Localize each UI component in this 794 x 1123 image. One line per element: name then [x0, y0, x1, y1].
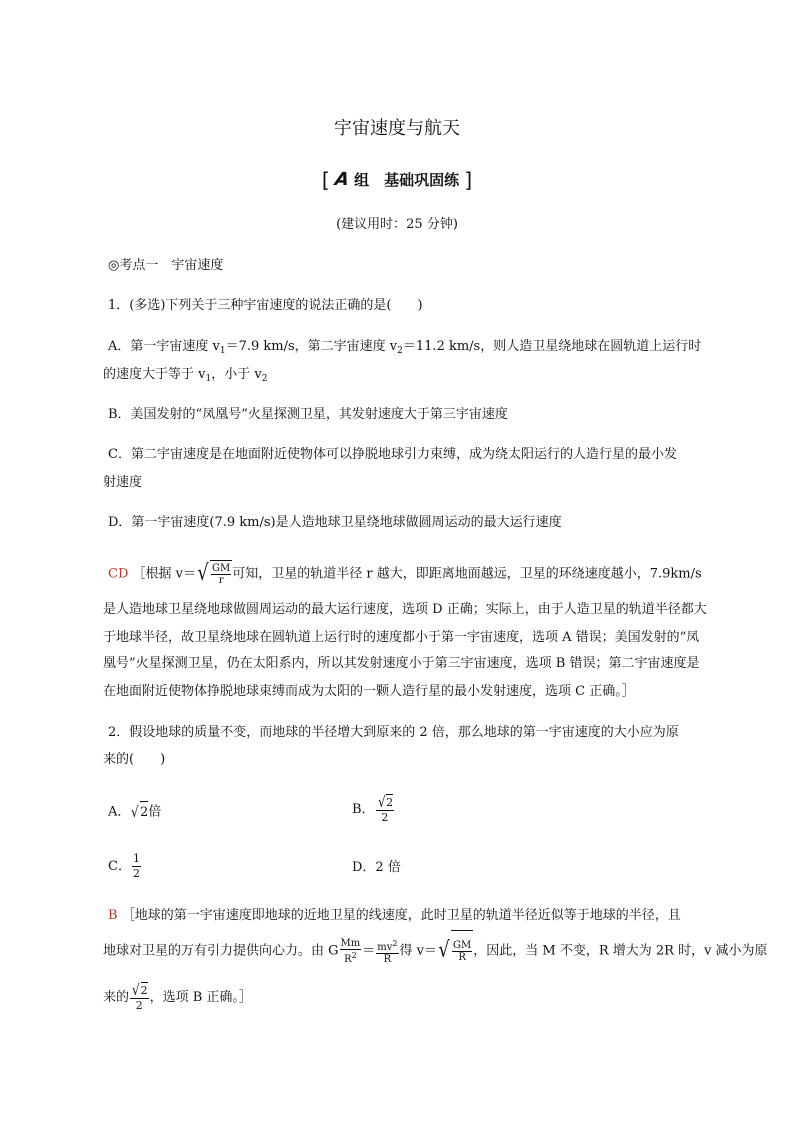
q2-option-b: B． √ 2 2 — [352, 792, 394, 824]
q2-option-a: A． √ 2 倍 — [108, 801, 161, 823]
q2-explanation-line3: 来的 √ 2 2 ，选项 B 正确。］ — [103, 980, 252, 1012]
q1-option-b: B．美国发射的“凤凰号”火星探测卫星，其发射速度大于第三宇宙速度 — [108, 407, 508, 422]
q2-option-d: D．2 倍 — [352, 860, 401, 875]
q1-option-d: D．第一宇宙速度(7.9 km/s)是人造地球卫星绕地球做圆周运动的最大运行速度 — [108, 515, 562, 530]
q1-stem: 1．(多选)下列关于三种宇宙速度的说法正确的是( ) — [108, 298, 423, 313]
q1-option-c-line1: C．第二宇宙速度是在地面附近使物体可以挣脱地球引力束缚，成为绕太阳运行的人造行星的最小发 — [108, 447, 677, 462]
q2-answer: B — [108, 908, 118, 923]
group-heading — [0, 170, 794, 190]
group-label: 组 基础巩固练 — [354, 171, 460, 189]
time-hint: (建议用时：25 分钟) — [336, 217, 458, 232]
section-heading: ◎考点一 宇宙速度 — [108, 258, 224, 273]
sqrt-gm-over-r: √ $\frac{GM}{r}$ — [197, 561, 231, 586]
q1-explanation-line2: 是人造地球卫星绕地球做圆周运动的最大运行速度，选项 D 正确；实际上，由于人造卫星的轨道半径都大 — [103, 602, 707, 617]
q2-explanation-line1: B ［地球的第一宇宙速度即地球的近地卫星的线速度，此时卫星的轨道半径近似等于地球的半径，且 — [108, 908, 681, 923]
q2-option-c: C． $\frac{1}{2}$ — [108, 852, 140, 880]
q1-explanation-line1: CD ［根据 v＝ √ $\frac{GM}{r}$ 可知，卫星的轨道半径 r 越大，即距离地面越远，卫星的环绕速度越小，7.9km/s — [108, 561, 702, 586]
q1-answer: CD — [108, 566, 129, 582]
q1-explanation-line4: 凰号”火星探测卫星，仍在太阳系内，所以其发射速度小于第三宇宙速度，选项 B 错误；第二宇宙速度是 — [103, 656, 700, 671]
bracket-left: [ — [321, 168, 330, 192]
page-title: 宇宙速度与航天 — [334, 118, 460, 139]
q2-explanation-line2: 地球对卫星的万有引力提供向心力。由 G $\frac{Mm}{R^2}$ ＝ $\frac{mv^2}{R}$ 得 v＝ √ $\frac{GM}{R}$ ，因此，当 M 不变，R 增大为 2R 时，v 减小为原 — [103, 930, 768, 972]
q1-explanation-line5: 在地面附近使物体挣脱地球束缚而成为太阳的一颗人造行星的最小发射速度，选项 C 正确。］ — [103, 684, 635, 699]
group-letter: A — [333, 169, 351, 190]
q1-explanation-line3: 于地球半径，故卫星绕地球在圆轨道上运行时的速度都小于第一宇宙速度，选项 A 错误；美国发射的“凤 — [103, 630, 700, 645]
q1-option-c-line2: 射速度 — [103, 475, 143, 490]
q1-option-a-line1: A．第一宇宙速度 $v_1=7.9$ km/s，第二宇宙速度 $v_2=11.2$ km/s，则人造卫星绕地球在圆轨道上运行时 — [108, 339, 702, 356]
q2-stem-line1: 2．假设地球的质量不变，而地球的半径增大到原来的 2 倍，那么地球的第一宇宙速度的大小应为原 — [108, 725, 679, 740]
bracket-right: ] — [464, 168, 473, 192]
q1-option-a-line2: 的速度大于等于 $v_1$，小于 $v_2$ — [103, 367, 268, 384]
q2-stem-line2: 来的( ) — [103, 752, 166, 767]
